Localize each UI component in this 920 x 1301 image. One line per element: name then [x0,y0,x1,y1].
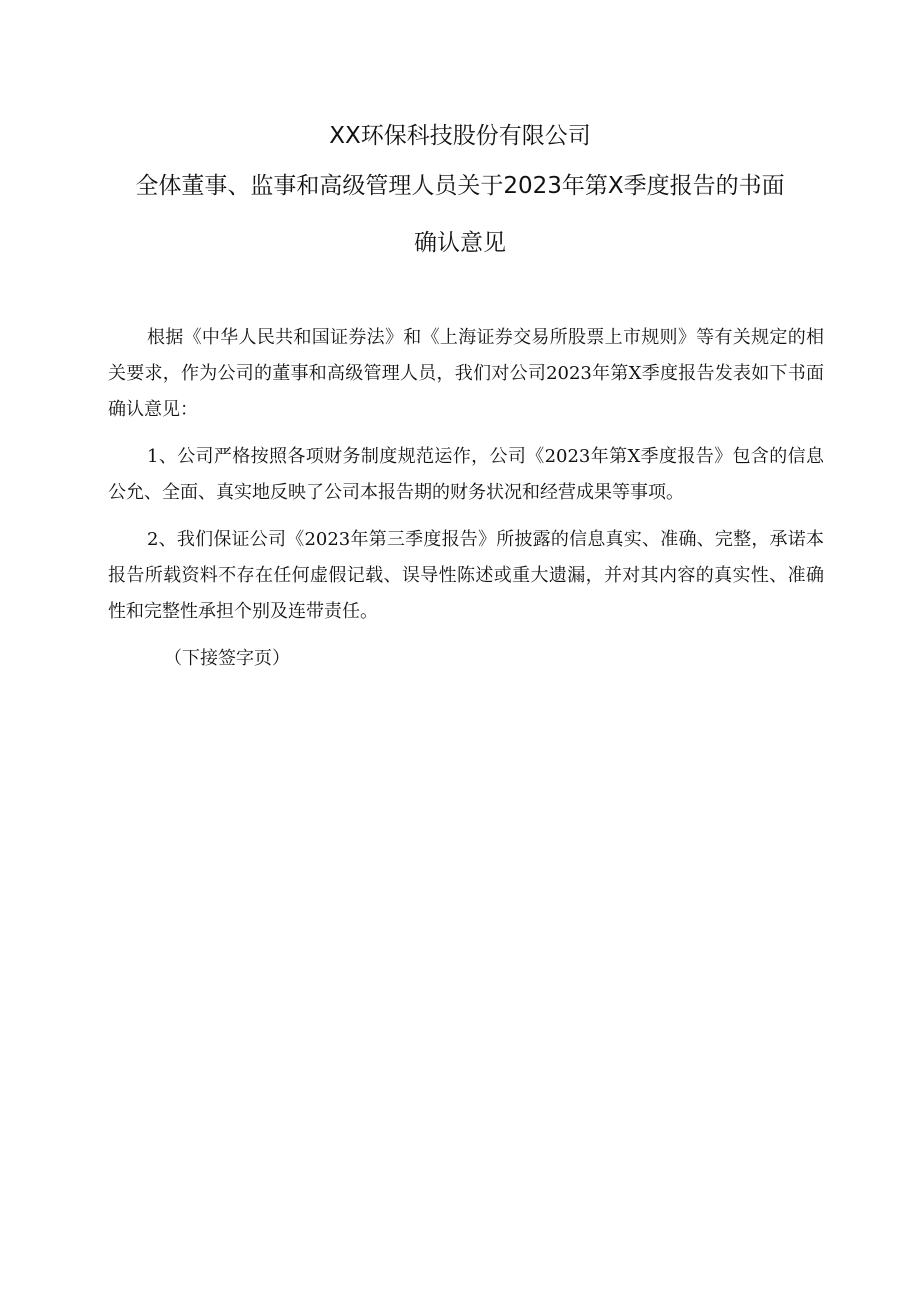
title-subject: 全体董事、监事和高级管理人员关于2023年第X季度报告的书面 [135,173,785,199]
document-title [60,124,860,255]
document-body [108,320,824,677]
continued-on-signature-page-note: （下接签字页） [164,648,290,669]
paragraph-intro: 根据《中华人民共和国证券法》和《上海证券交易所股票上市规则》等有关规定的相关要求，作为公司的董事和高级管理人员，我们对公司2023年第X季度报告发表如下书面确认意见： [108,327,824,420]
paragraph-item-1: 1、公司严格按照各项财务制度规范运作，公司《2023年第X季度报告》包含的信息公允、全面、真实地反映了公司本报告期的财务状况和经营成果等事项。 [108,446,824,503]
paragraph-item-2: 2、我们保证公司《2023年第三季度报告》所披露的信息真实、准确、完整，承诺本报告所载资料不存在任何虚假记载、误导性陈述或重大遗漏，并对其内容的真实性、准确性和完整性承担个别及连带责任。 [108,529,824,622]
title-subject-tail: 确认意见 [414,230,506,256]
company-name: XX环保科技股份有限公司 [329,123,591,149]
